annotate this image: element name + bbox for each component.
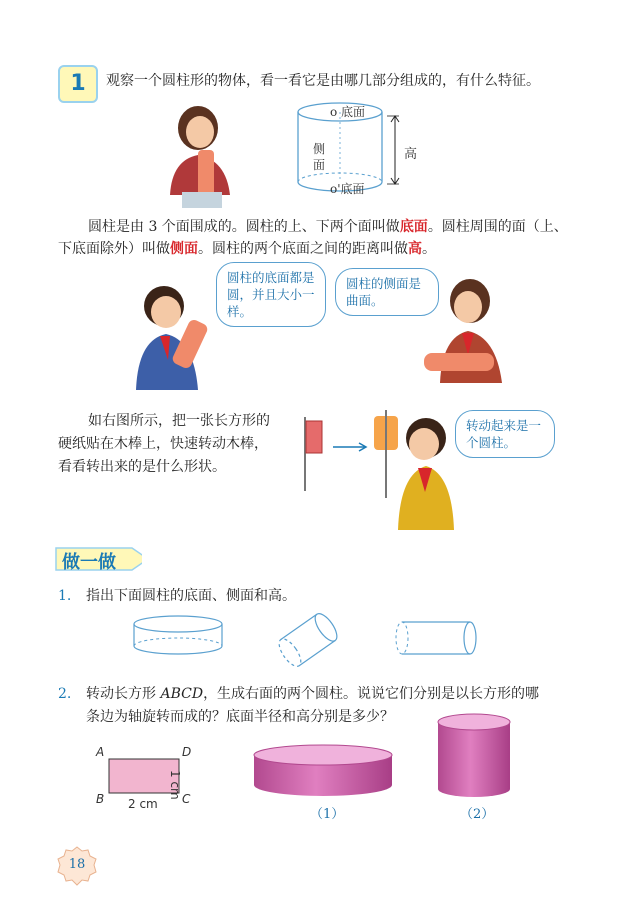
girl-with-tube-illustration: [160, 100, 240, 210]
pink-cylinder-1: [252, 743, 394, 799]
rectangle-on-stick-diagram: [295, 415, 375, 495]
definition-line-2: 下底面除外）叫做侧面。圆柱的两个底面之间的距离叫做高。: [58, 241, 436, 257]
cylinder-caption-2: （2）: [460, 807, 495, 822]
section-title: 做一做: [62, 552, 116, 573]
rect-width-label: 2 cm: [128, 797, 158, 811]
exercise-2-text-line-1: 转动长方形 ABCD，生成右面的两个圆柱。说说它们分别是以长方形的哪: [86, 686, 540, 702]
vertex-c: C: [182, 792, 191, 806]
rect-height-label: 1 cm: [168, 770, 182, 800]
boy-speech-bubble: 圆柱的底面都是圆，并且大小一样。: [216, 262, 326, 327]
exercise-2-text-line-2: 条边为轴旋转而成的？底面半径和高分别是多少？: [86, 709, 394, 725]
height-label: 高: [404, 147, 418, 162]
side-label-2: 面: [313, 158, 326, 172]
spin-text-line-3: 看看转出来的是什么形状。: [58, 459, 226, 475]
cylinder-caption-1: （1）: [310, 807, 345, 822]
pink-cylinder-2: [436, 713, 512, 799]
girl-with-horizontal-tube-illustration: [418, 275, 510, 390]
exercise-2-number: 2.: [58, 686, 72, 702]
spin-text-line-1: 如右图所示，把一张长方形的: [88, 413, 270, 429]
vertex-b: B: [96, 792, 105, 806]
vertex-d: D: [182, 745, 192, 759]
exercise-1-cylinders: [130, 612, 490, 674]
boy-spinning-stick-illustration: [368, 408, 458, 536]
problem-number-badge: 1: [58, 65, 98, 103]
vertex-a: A: [96, 745, 105, 759]
definition-line-1: 圆柱是由 3 个面围成的。圆柱的上、下两个面叫做底面。圆柱周围的面（上、: [88, 219, 568, 235]
top-base-label: o 底面: [330, 105, 366, 119]
boy-with-tube-illustration: [130, 280, 220, 395]
bottom-base-label: o'底面: [330, 182, 365, 196]
intro-text: 观察一个圆柱形的物体，看一看它是由哪几部分组成的，有什么特征。: [106, 73, 540, 89]
spin-text-line-2: 硬纸贴在木棒上，快速转动木棒，: [58, 436, 268, 452]
page-number: 18: [68, 857, 86, 872]
girl-speech-bubble: 圆柱的侧面是曲面。: [335, 268, 439, 316]
exercise-1-number: 1.: [58, 588, 72, 604]
side-label-1: 侧: [313, 142, 326, 156]
exercise-1-text: 指出下面圆柱的底面、侧面和高。: [86, 588, 296, 604]
spin-speech-bubble: 转动起来是一个圆柱。: [455, 410, 555, 458]
